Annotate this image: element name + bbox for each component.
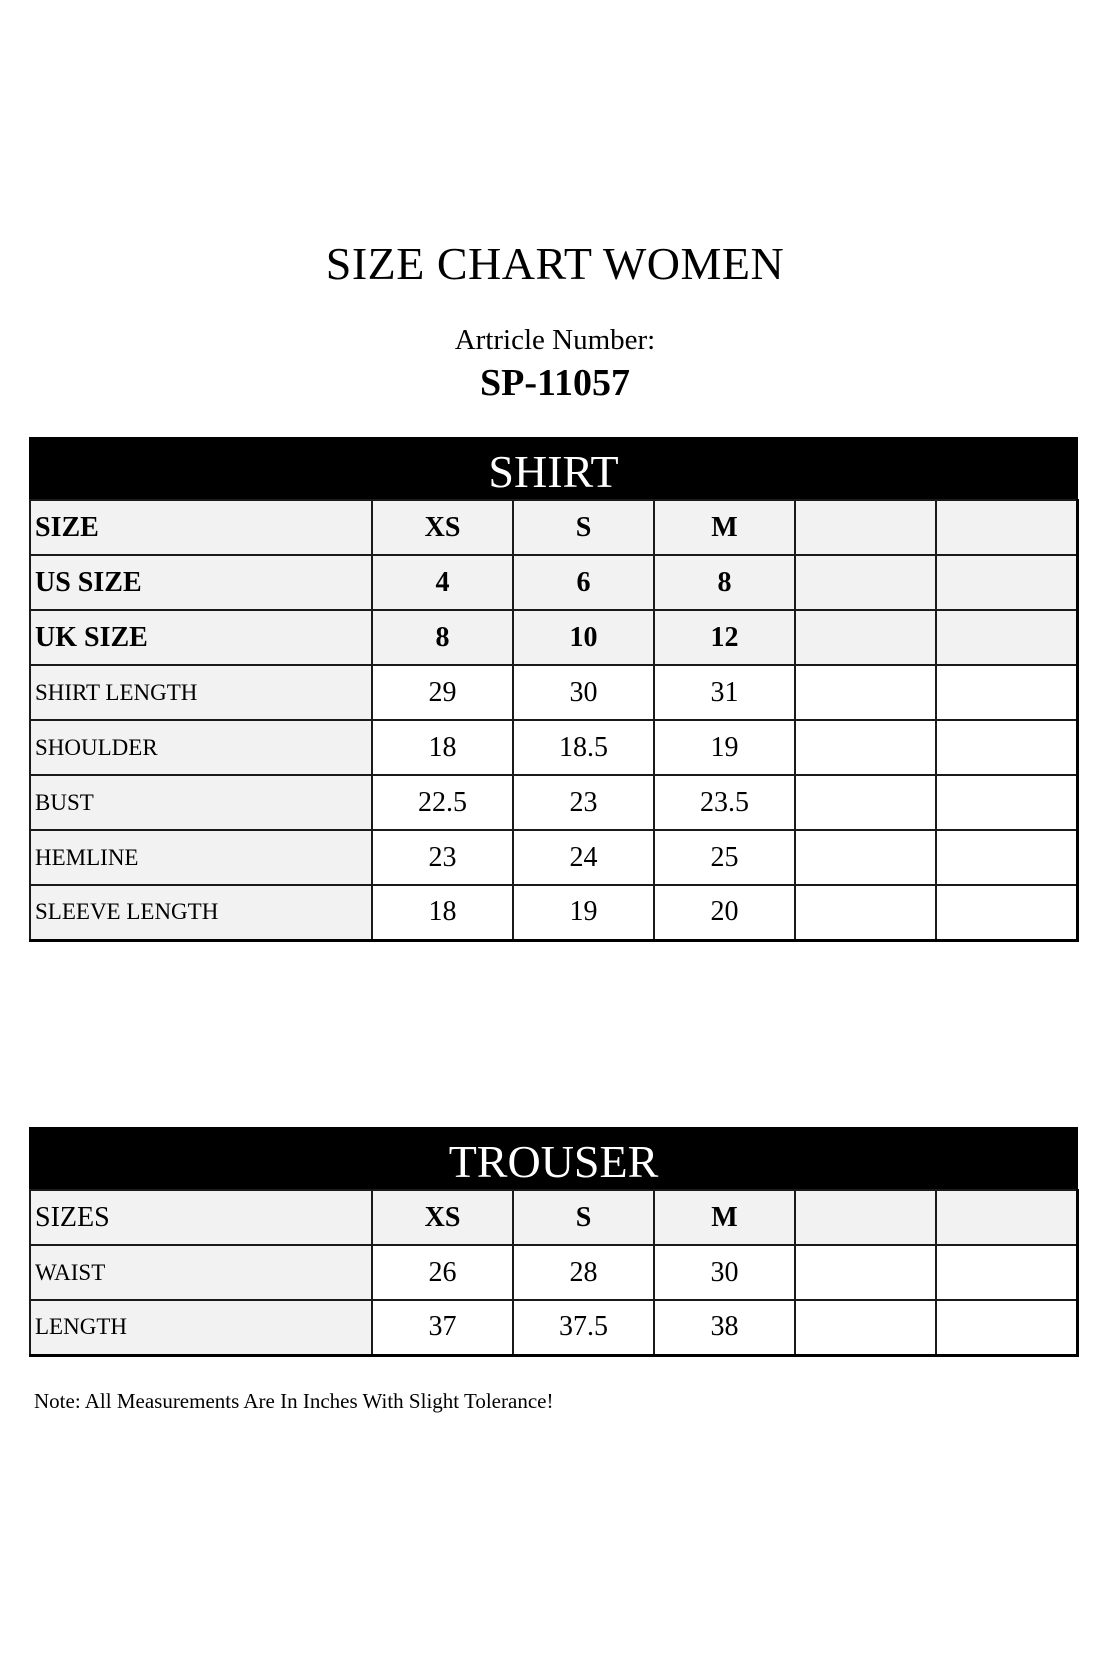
table-cell: 12 — [654, 610, 795, 665]
page-title: SIZE CHART WOMEN — [325, 238, 785, 289]
table-cell: 20 — [654, 885, 795, 940]
column-header — [795, 1190, 936, 1245]
table-cell — [795, 610, 936, 665]
table-cell: 18 — [372, 720, 513, 775]
table-cell: 10 — [513, 610, 654, 665]
row-label: US SIZE — [30, 555, 372, 610]
table-row — [30, 610, 1077, 665]
row-label: WAIST — [30, 1245, 372, 1300]
table-cell: 31 — [654, 665, 795, 720]
table-cell: 19 — [654, 720, 795, 775]
column-header — [936, 1190, 1077, 1245]
column-header — [936, 500, 1077, 555]
column-header: M — [654, 1190, 795, 1245]
table-cell — [936, 610, 1077, 665]
row-label: LENGTH — [30, 1300, 372, 1355]
table-cell: 18.5 — [513, 720, 654, 775]
table-row — [30, 720, 1077, 775]
article-number: SP-11057 — [480, 362, 630, 404]
table-cell — [795, 555, 936, 610]
column-header: XS — [372, 1190, 513, 1245]
column-header: SIZES — [30, 1190, 372, 1245]
table-header-row — [30, 1190, 1077, 1245]
table-row — [30, 885, 1077, 940]
table-row — [30, 775, 1077, 830]
column-header — [795, 500, 936, 555]
trouser-size-table — [29, 1127, 1078, 1357]
table-cell — [795, 665, 936, 720]
table-cell: 26 — [372, 1245, 513, 1300]
table-cell — [936, 830, 1077, 885]
shirt-size-table — [29, 437, 1078, 942]
table-header-row — [30, 500, 1077, 555]
row-label: SHIRT LENGTH — [30, 665, 372, 720]
table-cell: 6 — [513, 555, 654, 610]
table-cell: 8 — [654, 555, 795, 610]
table-row — [30, 665, 1077, 720]
column-header: XS — [372, 500, 513, 555]
table-cell: 23 — [513, 775, 654, 830]
article-number-label: Artricle Number: — [454, 324, 656, 356]
table-cell — [936, 555, 1077, 610]
column-header: SIZE — [30, 500, 372, 555]
table-cell — [936, 885, 1077, 940]
table-cell: 30 — [513, 665, 654, 720]
measurement-note: Note: All Measurements Are In Inches With Slight Tolerance! — [34, 1389, 554, 1413]
column-header: S — [513, 500, 654, 555]
row-label: HEMLINE — [30, 830, 372, 885]
table-cell: 23 — [372, 830, 513, 885]
row-label: SLEEVE LENGTH — [30, 885, 372, 940]
table-cell: 38 — [654, 1300, 795, 1355]
table-cell: 22.5 — [372, 775, 513, 830]
table-cell: 8 — [372, 610, 513, 665]
table-cell — [795, 720, 936, 775]
table-cell — [795, 830, 936, 885]
table-cell — [795, 775, 936, 830]
row-label: UK SIZE — [30, 610, 372, 665]
table-cell — [936, 665, 1077, 720]
table-cell: 24 — [513, 830, 654, 885]
table-cell — [795, 1300, 936, 1355]
table-cell: 19 — [513, 885, 654, 940]
column-header: M — [654, 500, 795, 555]
table-cell: 30 — [654, 1245, 795, 1300]
table-cell — [795, 1245, 936, 1300]
shirt-table-header: SHIRT — [29, 437, 1078, 499]
table-cell: 29 — [372, 665, 513, 720]
table-cell — [936, 1245, 1077, 1300]
table-cell — [936, 1300, 1077, 1355]
table-row — [30, 555, 1077, 610]
row-label: SHOULDER — [30, 720, 372, 775]
table-cell: 28 — [513, 1245, 654, 1300]
column-header: S — [513, 1190, 654, 1245]
table-row — [30, 1300, 1077, 1355]
table-row — [30, 1245, 1077, 1300]
table-cell — [936, 775, 1077, 830]
table-cell: 37 — [372, 1300, 513, 1355]
table-cell: 37.5 — [513, 1300, 654, 1355]
table-cell: 23.5 — [654, 775, 795, 830]
table-cell: 25 — [654, 830, 795, 885]
row-label: BUST — [30, 775, 372, 830]
table-cell — [936, 720, 1077, 775]
table-cell: 18 — [372, 885, 513, 940]
table-cell: 4 — [372, 555, 513, 610]
table-cell — [795, 885, 936, 940]
trouser-table-header: TROUSER — [29, 1127, 1078, 1189]
table-row — [30, 830, 1077, 885]
